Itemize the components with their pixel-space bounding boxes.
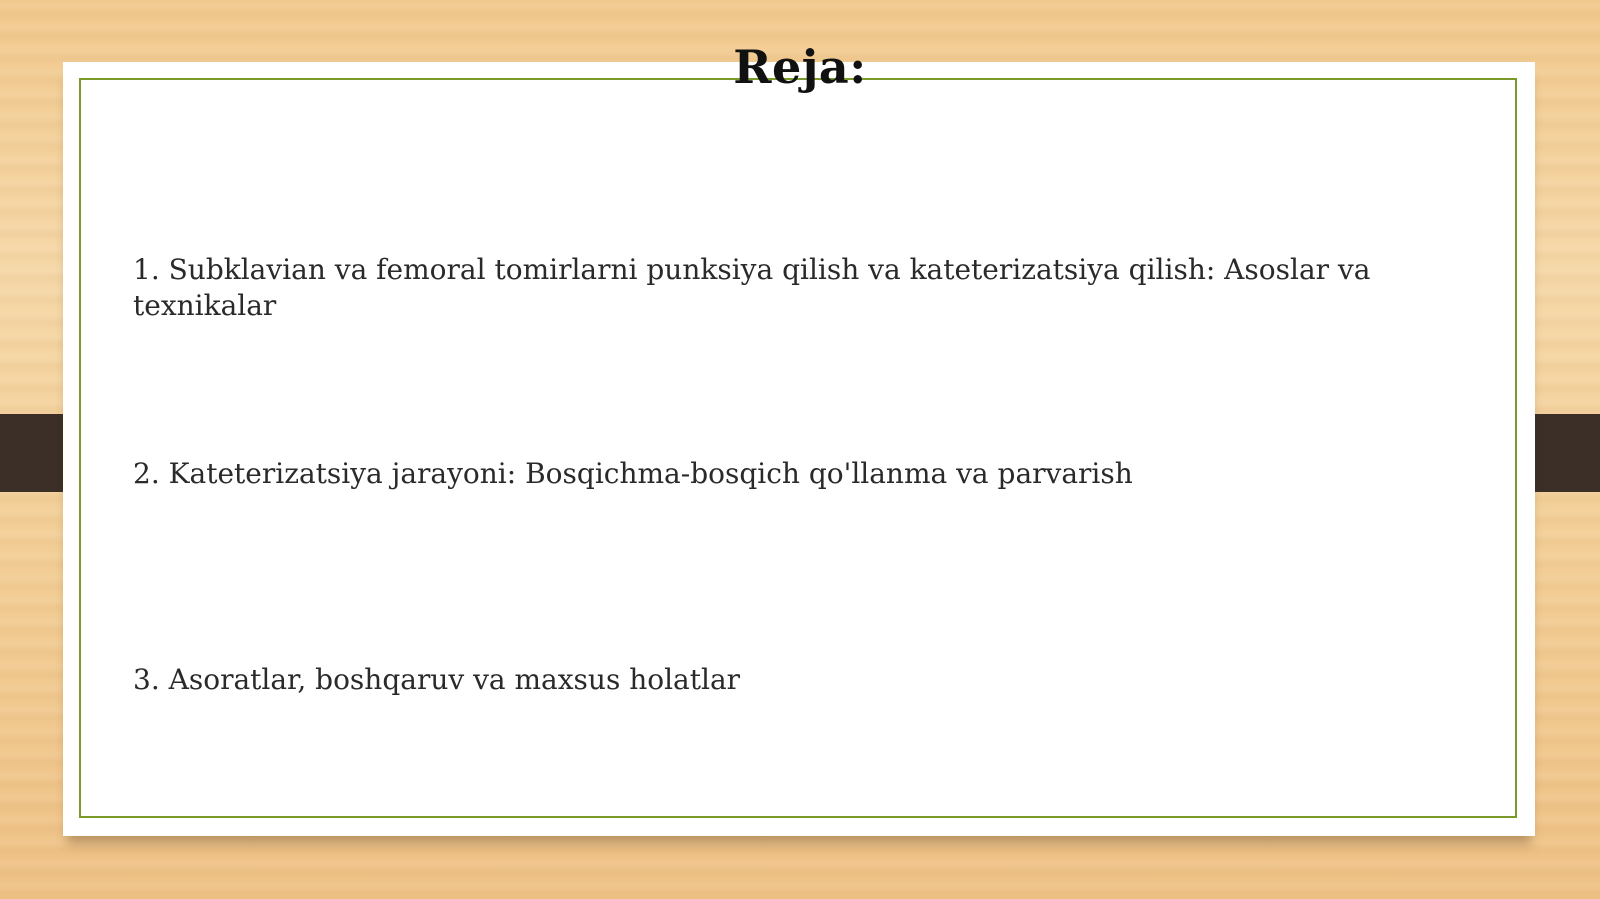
slide-title-text: Reja: (733, 40, 867, 94)
plan-item-3: 3. Asoratlar, boshqaruv va maxsus holatlar (133, 663, 741, 696)
slide-title (0, 40, 1600, 94)
plan-item-1: 1. Subklavian va femoral tomirlarni punksiya qilish va kateterizatsiya qilish: Asoslar va texnikalar (133, 253, 1371, 322)
plan-item-2: 2. Kateterizatsiya jarayoni: Bosqichma-bosqich qo'llanma va parvarish (133, 457, 1133, 490)
slide-frame-border (79, 78, 1517, 818)
